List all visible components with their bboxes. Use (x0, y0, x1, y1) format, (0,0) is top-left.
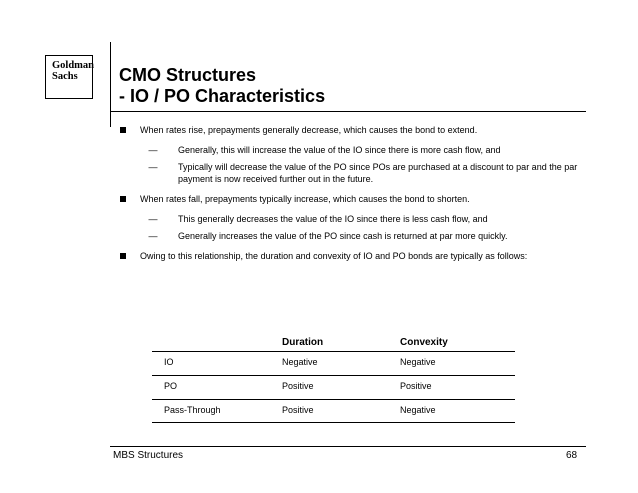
table-cell: Positive (282, 381, 314, 391)
sub-bullet-item (113, 213, 593, 225)
table-row (152, 375, 515, 399)
table-header-cell: Convexity (400, 337, 448, 348)
table-cell: Positive (282, 405, 314, 415)
sub-bullet-text: Generally, this will increase the value of the IO since there is more cash flow, and (178, 145, 501, 155)
bullet-item (113, 250, 593, 262)
table-cell: Pass-Through (164, 405, 221, 415)
sub-bullet-item (113, 144, 593, 156)
sub-bullet-text: Generally increases the value of the PO since cash is returned at par more quickly. (178, 231, 508, 241)
bullet-item (113, 193, 593, 205)
bullet-list (113, 124, 593, 270)
footer-divider (110, 446, 586, 447)
dash-icon: — (148, 145, 158, 155)
slide-title (119, 65, 325, 107)
bullet-item (113, 124, 593, 136)
table-cell: Positive (400, 381, 432, 391)
table-cell: IO (164, 357, 174, 367)
table-cell: Negative (282, 357, 318, 367)
sub-bullet-text: Typically will decrease the value of the PO since POs are purchased at a discount to par and the par payment is now received further out in the future. (178, 162, 578, 184)
sub-bullet-list (113, 213, 593, 242)
table-cell: PO (164, 381, 178, 391)
table-header-cell: Duration (282, 337, 324, 348)
logo-line-2: Sachs (52, 71, 78, 82)
goldman-sachs-logo (45, 55, 93, 99)
bullet-text: When rates rise, prepayments generally decrease, which causes the bond to extend. (140, 125, 478, 135)
duration-convexity-table (152, 337, 515, 423)
title-line-1: CMO Structures (119, 65, 257, 85)
table-cell: Negative (400, 357, 436, 367)
title-line-2: - IO / PO Characteristics (119, 86, 326, 106)
bullet-text: When rates fall, prepayments typically increase, which causes the bond to shorten. (140, 194, 470, 204)
dash-icon: — (148, 162, 158, 172)
footer-section-title: MBS Structures (113, 450, 184, 461)
dash-icon: — (148, 214, 158, 224)
logo-line-1: Goldman (52, 60, 95, 71)
square-bullet-icon (120, 127, 126, 133)
table-row (152, 351, 515, 375)
bullet-text: Owing to this relationship, the duration and convexity of IO and PO bonds are typically as follows: (140, 251, 528, 261)
square-bullet-icon (120, 253, 126, 259)
header-vertical-divider (110, 42, 111, 127)
sub-bullet-item (113, 161, 593, 185)
table-header-row (152, 337, 515, 351)
sub-bullet-list (113, 144, 593, 185)
header-divider (110, 111, 586, 112)
sub-bullet-item (113, 230, 593, 242)
table-cell: Negative (400, 405, 436, 415)
page-number: 68 (566, 450, 578, 461)
table-row (152, 399, 515, 423)
dash-icon: — (148, 231, 158, 241)
square-bullet-icon (120, 196, 126, 202)
sub-bullet-text: This generally decreases the value of the IO since there is less cash flow, and (178, 214, 488, 224)
